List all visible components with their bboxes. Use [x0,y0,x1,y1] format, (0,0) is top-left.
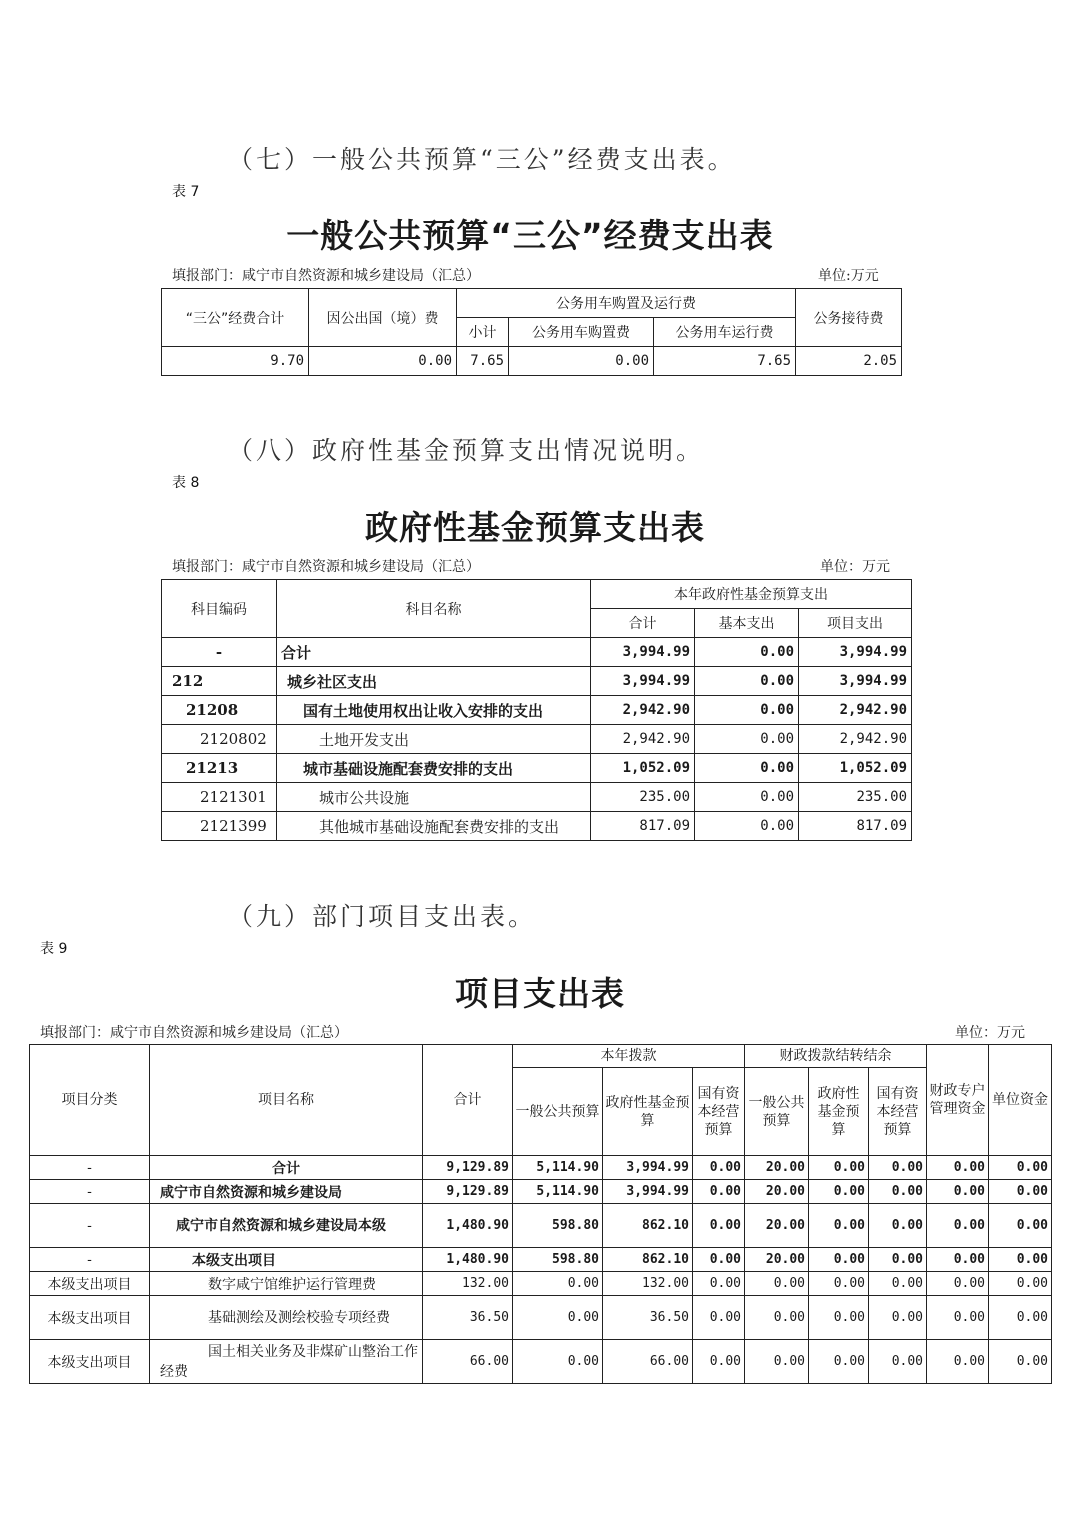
cell-value: 0.00 [989,1156,1052,1180]
cell-abroad: 0.00 [309,347,457,376]
cell-name: 国有土地使用权出让收入安排的支出 [277,696,591,725]
cell-project: 1,052.09 [799,754,912,783]
header-abroad: 因公出国（境）费 [309,289,457,347]
cell-value: 0.00 [693,1180,745,1204]
cell-name: 合计 [150,1156,423,1180]
header-code: 科目编码 [162,580,277,638]
cell-name: 咸宁市自然资源和城乡建设局 [150,1180,423,1204]
header-reception: 公务接待费 [796,289,902,347]
cell-value: 132.00 [603,1272,693,1296]
header-name: 项目名称 [150,1045,423,1156]
cell-basic: 0.00 [695,725,799,754]
table-row [162,667,912,696]
cell-name: 土地开发支出 [277,725,591,754]
header-category: 项目分类 [30,1045,150,1156]
cell-value: 0.00 [809,1204,869,1248]
header-carryover-group: 财政拨款结转结余 [745,1045,927,1068]
cell-value: 0.00 [869,1180,927,1204]
cell-category: - [30,1248,150,1272]
section-heading-8: （八）政府性基金预算支出情况说明。 [228,436,705,465]
cell-value: 132.00 [423,1272,513,1296]
cell-value: 0.00 [989,1272,1052,1296]
cell-value: 862.10 [603,1204,693,1248]
table-row [30,1340,1052,1384]
cell-value: 0.00 [693,1296,745,1340]
table-row [30,1272,1052,1296]
cell-basic: 0.00 [695,667,799,696]
cell-value: 0.00 [927,1340,989,1384]
dept-label-7: 填报部门：咸宁市自然资源和城乡建设局（汇总） [172,268,480,284]
header-project: 项目支出 [799,609,912,638]
cell-value: 598.80 [513,1248,603,1272]
cell-value: 0.00 [513,1296,603,1340]
cell-name: 咸宁市自然资源和城乡建设局本级 [150,1204,423,1248]
cell-value: 0.00 [869,1248,927,1272]
cell-value: 3,994.99 [603,1180,693,1204]
cell-basic: 0.00 [695,754,799,783]
table-label-9: 表 9 [40,941,68,957]
cell-basic: 0.00 [695,696,799,725]
cell-code: 21208 [162,696,277,725]
cell-value: 0.00 [927,1204,989,1248]
cell-project: 2,942.90 [799,696,912,725]
cell-category: 本级支出项目 [30,1272,150,1296]
table-row [162,696,912,725]
header-unit-funds: 单位资金 [989,1045,1052,1156]
cell-basic: 0.00 [695,812,799,841]
cell-name: 数字咸宁馆维护运行管理费 [150,1272,423,1296]
cell-value: 0.00 [693,1272,745,1296]
cell-value: 0.00 [869,1296,927,1340]
cell-project: 3,994.99 [799,638,912,667]
table-row [30,1180,1052,1204]
header-total: 合计 [423,1045,513,1156]
cell-value: 0.00 [927,1296,989,1340]
cell-value: 66.00 [603,1340,693,1384]
header-special: 财政专户管理资金 [927,1045,989,1156]
cell-category: 本级支出项目 [30,1296,150,1340]
cell-total: 2,942.90 [591,725,695,754]
cell-value: 0.00 [869,1272,927,1296]
table-row [162,783,912,812]
cell-value: 0.00 [745,1272,809,1296]
cell-value: 0.00 [809,1248,869,1272]
cell-value: 0.00 [745,1340,809,1384]
header-current-group: 本年拨款 [513,1045,745,1068]
header-basic: 基本支出 [695,609,799,638]
cell-total: 1,052.09 [591,754,695,783]
cell-value: 9,129.89 [423,1156,513,1180]
header-group: 本年政府性基金预算支出 [591,580,912,609]
section-heading-7: （七）一般公共预算“三公”经费支出表。 [228,145,736,174]
cell-code: 21213 [162,754,277,783]
header-vehicle-group: 公务用车购置及运行费 [457,289,796,318]
three-public-table [161,288,902,376]
cell-value: 862.10 [603,1248,693,1272]
dept-label-8: 填报部门：咸宁市自然资源和城乡建设局（汇总） [172,559,480,575]
table-row [30,1156,1052,1180]
cell-project: 3,994.99 [799,667,912,696]
cell-category: - [30,1204,150,1248]
header-co-fund: 政府性基金预算 [809,1068,869,1156]
cell-value: 0.00 [989,1296,1052,1340]
table-title-8: 政府性基金预算支出表 [365,508,705,547]
cell-value: 5,114.90 [513,1156,603,1180]
cell-value: 9,129.89 [423,1180,513,1204]
cell-value: 0.00 [869,1156,927,1180]
cell-value: 0.00 [989,1340,1052,1384]
cell-name: 国土相关业务及非煤矿山整治工作经费 [150,1340,423,1384]
cell-value: 36.50 [603,1296,693,1340]
header-state-capital: 国有资本经营预算 [693,1068,745,1156]
cell-value: 20.00 [745,1248,809,1272]
unit-label-7: 单位:万元 [818,268,879,284]
table-row [30,1248,1052,1272]
cell-value: 0.00 [693,1340,745,1384]
table-row [162,638,912,667]
cell-name: 基础测绘及测绘校验专项经费 [150,1296,423,1340]
cell-value: 0.00 [513,1340,603,1384]
cell-value: 0.00 [809,1340,869,1384]
cell-name: 城乡社区支出 [277,667,591,696]
header-fund: 政府性基金预算 [603,1068,693,1156]
table-row [162,725,912,754]
cell-project: 235.00 [799,783,912,812]
cell-code: 2120802 [162,725,277,754]
cell-name: 本级支出项目 [150,1248,423,1272]
cell-value: 20.00 [745,1156,809,1180]
cell-value: 0.00 [927,1180,989,1204]
cell-value: 20.00 [745,1204,809,1248]
header-name: 科目名称 [277,580,591,638]
cell-value: 598.80 [513,1204,603,1248]
table-row [162,347,902,376]
cell-value: 0.00 [927,1272,989,1296]
cell-value: 0.00 [809,1272,869,1296]
cell-category: - [30,1156,150,1180]
cell-value: 0.00 [989,1248,1052,1272]
cell-value: 36.50 [423,1296,513,1340]
header-general: 一般公共预算 [513,1068,603,1156]
cell-total: 235.00 [591,783,695,812]
header-purchase: 公务用车购置费 [509,318,654,347]
cell-total: 817.09 [591,812,695,841]
cell-value: 3,994.99 [603,1156,693,1180]
cell-value: 0.00 [927,1248,989,1272]
unit-label-9: 单位：万元 [955,1025,1025,1041]
cell-value: 0.00 [513,1272,603,1296]
cell-total: 9.70 [162,347,309,376]
table-row [162,754,912,783]
cell-value: 1,480.90 [423,1204,513,1248]
cell-name: 合计 [277,638,591,667]
cell-value: 0.00 [693,1248,745,1272]
header-total: 合计 [591,609,695,638]
cell-reception: 2.05 [796,347,902,376]
header-operation: 公务用车运行费 [654,318,796,347]
cell-category: - [30,1180,150,1204]
section-heading-9: （九）部门项目支出表。 [228,902,537,931]
table-title-9: 项目支出表 [455,974,625,1013]
unit-label-8: 单位：万元 [820,559,890,575]
table-label-7: 表 7 [172,184,200,200]
table-title-7: 一般公共预算“三公”经费支出表 [286,216,774,255]
cell-code: 212 [162,667,277,696]
table-row [30,1204,1052,1248]
cell-name: 城市公共设施 [277,783,591,812]
cell-total: 3,994.99 [591,638,695,667]
cell-value: 5,114.90 [513,1180,603,1204]
cell-value: 0.00 [989,1204,1052,1248]
cell-name: 其他城市基础设施配套费安排的支出 [277,812,591,841]
cell-value: 0.00 [869,1204,927,1248]
cell-value: 0.00 [745,1296,809,1340]
table-row [162,812,912,841]
table-row [30,1296,1052,1340]
cell-project: 2,942.90 [799,725,912,754]
cell-value: 0.00 [809,1156,869,1180]
cell-project: 817.09 [799,812,912,841]
project-expense-table [29,1044,1052,1384]
cell-value: 0.00 [693,1204,745,1248]
cell-value: 20.00 [745,1180,809,1204]
cell-total: 2,942.90 [591,696,695,725]
cell-value: 0.00 [989,1180,1052,1204]
cell-basic: 0.00 [695,638,799,667]
cell-value: 66.00 [423,1340,513,1384]
cell-code: 2121399 [162,812,277,841]
cell-code: - [162,638,277,667]
cell-purchase: 0.00 [509,347,654,376]
cell-category: 本级支出项目 [30,1340,150,1384]
header-co-state: 国有资本经营预算 [869,1068,927,1156]
cell-basic: 0.00 [695,783,799,812]
cell-value: 0.00 [693,1156,745,1180]
cell-code: 2121301 [162,783,277,812]
cell-value: 1,480.90 [423,1248,513,1272]
cell-value: 0.00 [809,1296,869,1340]
table-label-8: 表 8 [172,475,200,491]
cell-value: 0.00 [869,1340,927,1384]
cell-total: 3,994.99 [591,667,695,696]
dept-label-9: 填报部门：咸宁市自然资源和城乡建设局（汇总） [40,1025,348,1041]
header-total: “三公”经费合计 [162,289,309,347]
cell-operation: 7.65 [654,347,796,376]
cell-subtotal: 7.65 [457,347,509,376]
header-co-general: 一般公共预算 [745,1068,809,1156]
cell-name: 城市基础设施配套费安排的支出 [277,754,591,783]
cell-value: 0.00 [927,1156,989,1180]
gov-fund-table [161,579,912,841]
cell-value: 0.00 [809,1180,869,1204]
header-subtotal: 小计 [457,318,509,347]
